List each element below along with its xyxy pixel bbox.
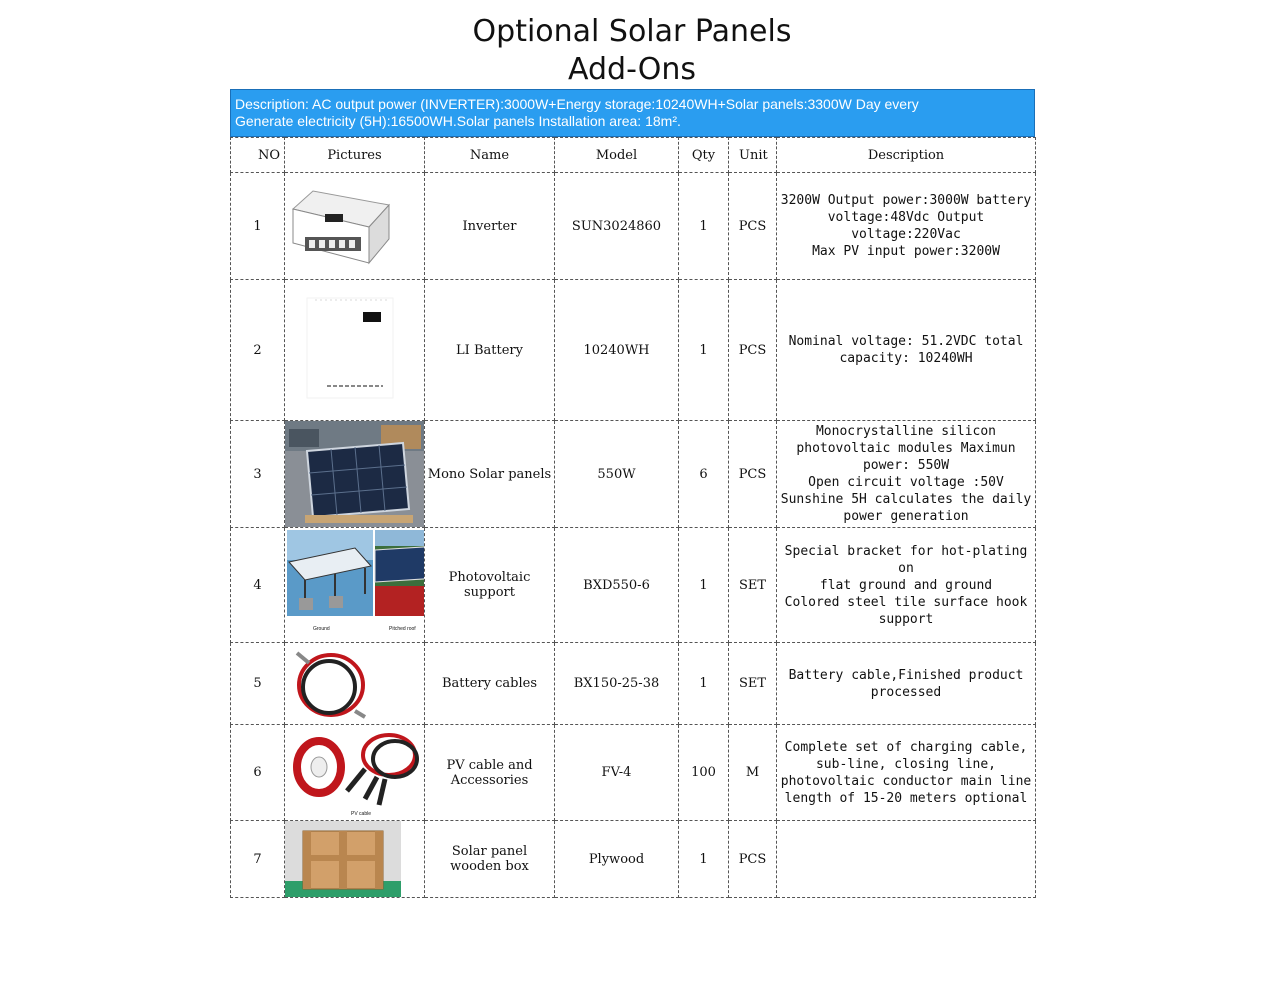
row-description: Monocrystalline silicon photovoltaic modules Maximun power: 550W Open circuit voltage :50V Sunshine 5H calculates the daily power generation bbox=[777, 421, 1036, 528]
table-row bbox=[231, 821, 1036, 898]
row-name: Inverter bbox=[425, 173, 555, 280]
row-description: 3200W Output power:3000W battery voltage:48Vdc Output voltage:220Vac Max PV input power:3200W bbox=[777, 173, 1036, 280]
row-qty: 1 bbox=[679, 280, 729, 421]
mounting-photos-icon bbox=[285, 528, 424, 628]
table-row bbox=[231, 173, 1036, 280]
description-line-1: Description: AC output power (INVERTER):3000W+Energy storage:10240WH+Solar panels:3300W Day every bbox=[235, 96, 919, 112]
battery-cable-image bbox=[285, 647, 375, 721]
row-name: PV cable and Accessories bbox=[425, 725, 555, 821]
row-description: Special bracket for hot-plating on flat ground and ground Colored steel tile surface hook support bbox=[777, 528, 1036, 643]
product-table bbox=[230, 137, 1036, 898]
row-picture bbox=[285, 173, 425, 280]
row-name: Solar panel wooden box bbox=[425, 821, 555, 898]
row-name: Photovoltaic support bbox=[425, 528, 555, 643]
row-picture bbox=[285, 421, 425, 528]
row-unit: SET bbox=[729, 528, 777, 643]
row-picture bbox=[285, 643, 425, 725]
header-model: Model bbox=[555, 138, 679, 173]
header-name: Name bbox=[425, 138, 555, 173]
row-unit: PCS bbox=[729, 173, 777, 280]
row-model: FV-4 bbox=[555, 725, 679, 821]
page-subtitle: Add-Ons bbox=[568, 52, 696, 87]
row-no: 6 bbox=[231, 725, 285, 821]
inverter-image bbox=[285, 187, 395, 265]
description-line-2: Generate electricity (5H):16500WH.Solar panels Installation area: 18m². bbox=[235, 113, 681, 129]
row-qty: 1 bbox=[679, 528, 729, 643]
row-model: BXD550-6 bbox=[555, 528, 679, 643]
row-picture bbox=[285, 821, 425, 898]
row-model: Plywood bbox=[555, 821, 679, 898]
row-qty: 6 bbox=[679, 421, 729, 528]
row-model: 10240WH bbox=[555, 280, 679, 421]
row-no: 4 bbox=[231, 528, 285, 643]
table-row bbox=[231, 528, 1036, 643]
row-name: Mono Solar panels bbox=[425, 421, 555, 528]
support-caption-roof: Pitched roof bbox=[389, 626, 416, 632]
header-qty: Qty bbox=[679, 138, 729, 173]
row-no: 3 bbox=[231, 421, 285, 528]
header-no: NO bbox=[231, 138, 285, 173]
row-model: BX150-25-38 bbox=[555, 643, 679, 725]
row-description bbox=[777, 821, 1036, 898]
row-no: 2 bbox=[231, 280, 285, 421]
row-no: 7 bbox=[231, 821, 285, 898]
support-caption-ground: Ground bbox=[313, 626, 330, 632]
row-description: Complete set of charging cable, sub-line, closing line, photovoltaic conductor main line length of 15-20 meters optional bbox=[777, 725, 1036, 821]
header-description: Description bbox=[777, 138, 1036, 173]
row-name: Battery cables bbox=[425, 643, 555, 725]
wooden-box-image bbox=[285, 821, 401, 897]
row-description: Nominal voltage: 51.2VDC total capacity: 10240WH bbox=[777, 280, 1036, 421]
row-unit: PCS bbox=[729, 821, 777, 898]
row-qty: 1 bbox=[679, 821, 729, 898]
row-no: 5 bbox=[231, 643, 285, 725]
header-unit: Unit bbox=[729, 138, 777, 173]
table-header-row bbox=[231, 138, 1036, 173]
row-qty: 100 bbox=[679, 725, 729, 821]
row-picture bbox=[285, 725, 425, 821]
row-unit: SET bbox=[729, 643, 777, 725]
header-pictures: Pictures bbox=[285, 138, 425, 173]
row-description: Battery cable,Finished product processed bbox=[777, 643, 1036, 725]
row-name: LI Battery bbox=[425, 280, 555, 421]
row-picture bbox=[285, 280, 425, 421]
table-row bbox=[231, 643, 1036, 725]
row-qty: 1 bbox=[679, 643, 729, 725]
table-row bbox=[231, 725, 1036, 821]
description-banner bbox=[230, 89, 1035, 137]
pv-cable-photo-icon bbox=[285, 725, 424, 811]
pv-cable-caption: PV cable bbox=[351, 811, 372, 817]
table-row bbox=[231, 421, 1036, 528]
row-unit: PCS bbox=[729, 421, 777, 528]
row-no: 1 bbox=[231, 173, 285, 280]
row-picture bbox=[285, 528, 425, 643]
table-row bbox=[231, 280, 1036, 421]
row-qty: 1 bbox=[679, 173, 729, 280]
row-model: 550W bbox=[555, 421, 679, 528]
pv-cable-image bbox=[285, 725, 424, 820]
row-unit: PCS bbox=[729, 280, 777, 421]
row-unit: M bbox=[729, 725, 777, 821]
page-title: Optional Solar Panels bbox=[472, 14, 792, 49]
row-model: SUN3024860 bbox=[555, 173, 679, 280]
battery-image bbox=[285, 290, 405, 410]
mounting-support-image bbox=[285, 528, 424, 642]
solar-panel-image bbox=[285, 421, 424, 527]
